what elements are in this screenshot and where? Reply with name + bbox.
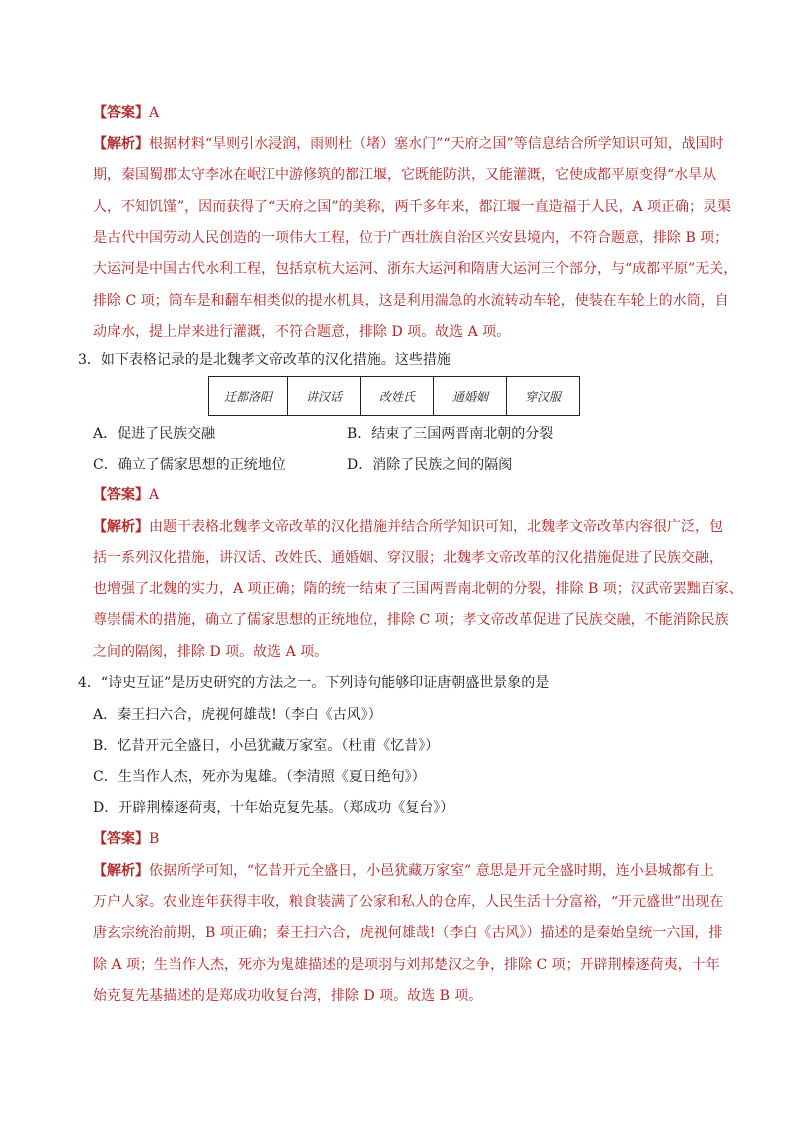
- q2-answer-value: A: [149, 105, 160, 121]
- table-row: [209, 377, 580, 416]
- q4-analysis-line-4: 除 A 项；生当作人杰，死亦为鬼雄描述的是项羽与刘邦楚汉之争，排除 C 项；开辟荆榛逐荷夷，十年: [93, 957, 720, 973]
- q3-answer-line: [93, 487, 159, 503]
- answer-label: 【答案】: [93, 487, 149, 503]
- q2-analysis-line-7: 动戽水，提上岸来进行灌溉，不符合题意，排除 D 项。故选 A 项。: [93, 324, 511, 340]
- q3-analysis-line-4: 尊崇儒术的措施，确立了儒家思想的正统地位，排除 C 项；孝文帝改革促进了民族交融，不能消除民族: [93, 612, 729, 628]
- q4-analysis-line-3: 唐玄宗统治前期，B 项正确；秦王扫六合，虎视何雄哉!（李白《古风》）描述的是秦始皇统一六国，排: [93, 925, 723, 941]
- q2-analysis-line-5: 大运河是中国古代水利工程，包括京杭大运河、浙东大运河和隋唐大运河三个部分，与“成都平原”无关，: [93, 261, 738, 277]
- q2-analysis-line-2: 期，秦国蜀郡太守李冰在岷江中游修筑的都江堰，它既能防洪，又能灌溉，它使成都平原变得“水旱从: [93, 167, 717, 183]
- analysis-label: 【解析】: [93, 519, 149, 535]
- q4-analysis-line-1: 【解析】依据所学可知，“忆昔开元全盛日，小邑犹藏万家室” 意思是开元全盛时期，连小县城都有上: [93, 863, 714, 879]
- reform-measures-table: [208, 376, 580, 416]
- q2-analysis-line-4: 是古代中国劳动人民创造的一项伟大工程，位于广西壮族自治区兴安县境内，不符合题意，排除 B 项；: [93, 230, 729, 246]
- q3-analysis-line-2: 括一系列汉化措施，讲汉话、改姓氏、通婚姻、穿汉服；北魏孝文帝改革的汉化措施促进了民族交融，: [93, 550, 723, 566]
- q4-answer-value: B: [149, 831, 160, 847]
- q3-stem: 3．如下表格记录的是北魏孝文帝改革的汉化措施。这些措施: [78, 352, 451, 368]
- q3-analysis-line-3: 也增强了北魏的实力，A 项正确；隋的统一结束了三国两晋南北朝的分裂，排除 B 项；汉武帝罢黜百家、: [93, 581, 743, 597]
- q2-analysis-line-1: 【解析】根据材料“旱则引水浸润，雨则杜（堵）塞水门”“天府之国”等信息结合所学知识可知，战国时: [93, 136, 724, 152]
- q4-option-a: A．秦王扫六合，虎视何雄哉!（李白《古风》）: [93, 707, 382, 723]
- table-cell-3: 改姓氏: [361, 377, 434, 416]
- q4-option-c: C．生当作人杰，死亦为鬼雄。（李清照《夏日绝句》）: [93, 769, 426, 785]
- q3-answer-value: A: [149, 487, 160, 503]
- table-cell-5: 穿汉服: [507, 377, 580, 416]
- q2-analysis-line-6: 排除 C 项；筒车是和翻车相类似的提水机具，这是利用湍急的水流转动车轮，使装在车轮上的水筒，自: [93, 293, 729, 309]
- q3-analysis-line-1: 【解析】由题干表格北魏孝文帝改革的汉化措施并结合所学知识可知，北魏孝文帝改革内容很广泛，包: [93, 519, 723, 535]
- answer-label: 【答案】: [93, 831, 149, 847]
- q2-analysis-line-3: 人，不知饥馑”，因而获得了“天府之国”的美称，两千多年来，都江堰一直造福于人民，A 项正确；灵渠: [93, 199, 732, 215]
- q2-answer-line: [93, 105, 159, 121]
- q4-option-b: B．忆昔开元全盛日，小邑犹藏万家室。（杜甫《忆昔》）: [93, 738, 440, 754]
- q4-analysis-line-5: 始克复先基描述的是郑成功收复台湾，排除 D 项。故选 B 项。: [93, 988, 483, 1004]
- q3-option-b: B．结束了三国两晋南北朝的分裂: [347, 426, 554, 442]
- q4-option-d: D．开辟荆榛逐荷夷，十年始克复先基。（郑成功《复台》）: [93, 800, 455, 816]
- q3-option-d: D．消除了民族之间的隔阂: [347, 457, 513, 473]
- table-cell-1: 迁都洛阳: [209, 377, 288, 416]
- q4-analysis-line-2: 万户人家。农业连年获得丰收，粮食装满了公家和私人的仓库，人民生活十分富裕，“开元盛世”出现在: [93, 894, 724, 910]
- analysis-label: 【解析】: [93, 863, 149, 879]
- q4-answer-line: [93, 831, 159, 847]
- analysis-label: 【解析】: [93, 136, 149, 152]
- q3-option-c: C．确立了儒家思想的正统地位: [93, 457, 286, 473]
- answer-label: 【答案】: [93, 105, 149, 121]
- q3-analysis-line-5: 之间的隔阂，排除 D 项。故选 A 项。: [93, 644, 329, 660]
- q4-stem: 4．“诗史互证”是历史研究的方法之一。下列诗句能够印证唐朝盛世景象的是: [78, 675, 550, 691]
- table-cell-4: 通婚姻: [434, 377, 507, 416]
- table-cell-2: 讲汉话: [288, 377, 361, 416]
- q3-option-a: A．促进了民族交融: [93, 426, 216, 442]
